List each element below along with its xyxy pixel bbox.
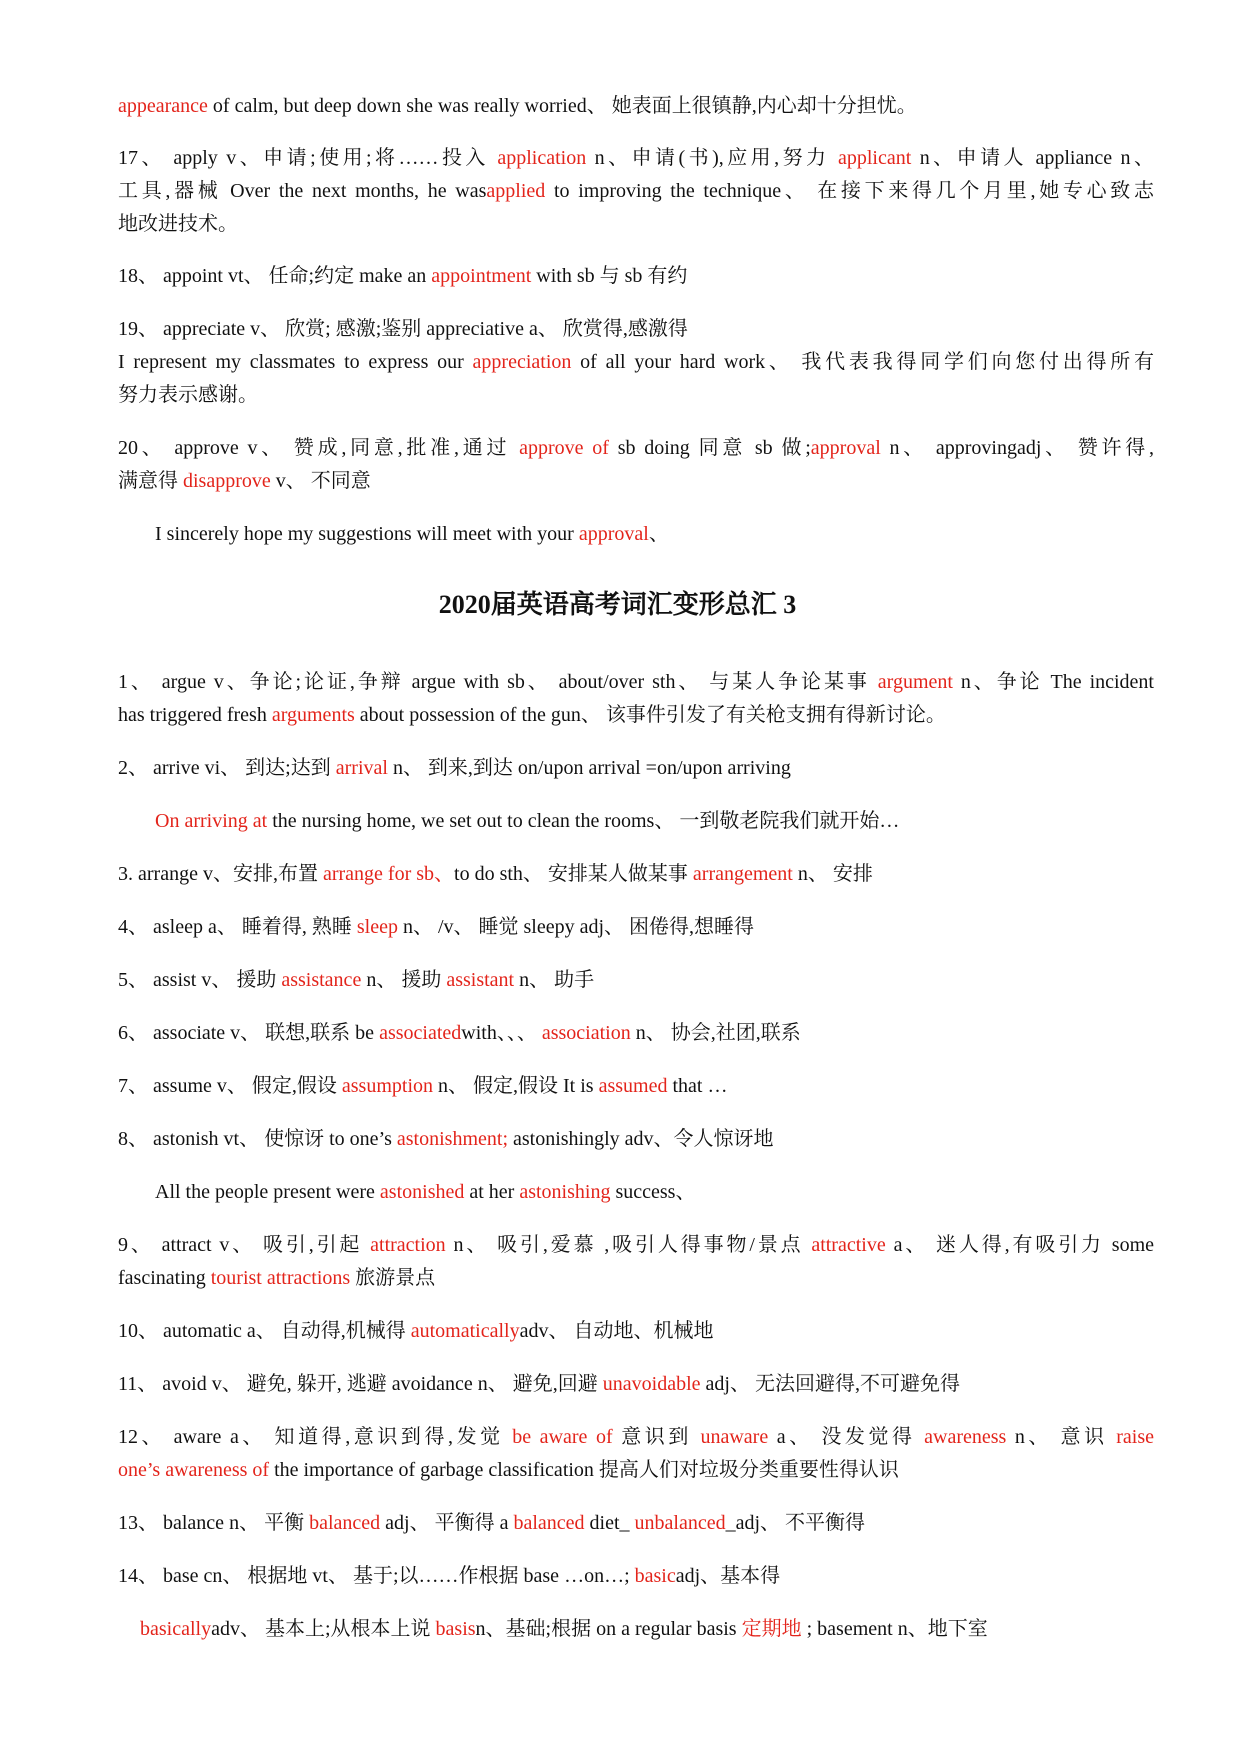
text-line — [118, 313, 1154, 346]
text-line — [118, 699, 1154, 732]
line-text: 旅游景点 — [350, 1267, 436, 1289]
line-text: 20、 approve v、 赞成,同意,批准,通过 — [118, 437, 520, 459]
text-line — [118, 432, 1154, 465]
line-text: 4、 asleep a、 睡着得, 熟睡 — [118, 916, 357, 938]
line-text: adj、 平衡得 a — [380, 1512, 514, 1534]
text-line — [118, 346, 1154, 379]
line-text: n、 到来,到达 on/upon arrival =on/upon arriving — [387, 757, 791, 779]
line-text: 19、 appreciate v、 欣赏; 感激;鉴别 appreciative a、 欣赏得,感激得 — [118, 318, 688, 340]
line-text: diet_ — [584, 1512, 635, 1534]
highlighted-term: sleep — [356, 916, 398, 938]
text-line — [118, 90, 1154, 123]
line-text: that … — [667, 1075, 728, 1097]
line-text: 18、 appoint vt、 任命;约定 make an — [118, 265, 432, 287]
highlighted-term: awareness — [924, 1426, 1007, 1448]
highlighted-term: applicant — [837, 147, 912, 169]
line-text: All the people present were — [155, 1181, 380, 1203]
highlighted-term: applied — [486, 180, 546, 202]
line-text: 6、 associate v、 联想,联系 be — [118, 1022, 380, 1044]
highlighted-term: unavoidable — [602, 1373, 701, 1395]
highlighted-term: disapprove — [183, 470, 271, 492]
line-text: n、争论 The incident — [952, 671, 1154, 693]
line-text: I sincerely hope my suggestions will meet with your — [155, 523, 579, 545]
highlighted-term: assumption — [341, 1075, 434, 1097]
line-text: n、 假定,假设 It is — [433, 1075, 599, 1097]
text-line — [118, 1229, 1154, 1262]
text-line — [118, 911, 1154, 944]
line-text: fascinating — [118, 1267, 211, 1289]
text-line — [118, 1421, 1154, 1454]
highlighted-term: argument — [877, 671, 953, 693]
line-text: the importance of garbage classification 提高人们对垃圾分类重要性得认识 — [269, 1459, 899, 1481]
highlighted-term: attractive — [811, 1234, 886, 1256]
highlighted-term: automatically — [410, 1320, 520, 1342]
line-text: of all your hard work、 我代表我得同学们向您付出得所有 — [571, 351, 1155, 373]
section-heading: 2020届英语高考词汇变形总汇 3 — [438, 590, 797, 619]
line-text: n、申请人 appliance n、 — [911, 147, 1155, 169]
line-text: adv、 自动地、机械地 — [519, 1320, 714, 1342]
highlighted-term: arguments — [271, 704, 355, 726]
line-text: 10、 automatic a、 自动得,机械得 — [118, 1320, 411, 1342]
line-text: n、申请(书),应用,努力 — [586, 147, 838, 169]
text-line — [155, 805, 1191, 838]
highlighted-term: association — [541, 1022, 631, 1044]
highlighted-term: associated — [379, 1022, 462, 1044]
highlighted-term: attraction — [370, 1234, 446, 1256]
highlighted-term: basis — [435, 1618, 476, 1640]
line-text: 14、 base cn、 根据地 vt、 基于;以……作根据 base …on…; — [118, 1565, 635, 1587]
text-line — [155, 518, 1191, 551]
highlighted-term: unbalanced — [634, 1512, 726, 1534]
line-text: 17、 apply v、申请;使用;将……投入 — [118, 147, 498, 169]
highlighted-term: assumed — [598, 1075, 668, 1097]
highlighted-term: basically — [140, 1618, 212, 1640]
text-line — [118, 260, 1154, 293]
line-text: n、 意识 — [1006, 1426, 1117, 1448]
highlighted-term: approval — [578, 523, 649, 545]
text-line — [118, 1017, 1154, 1050]
text-line — [118, 175, 1154, 208]
line-text: with sb 与 sb 有约 — [531, 265, 688, 287]
line-text: to do sth、 安排某人做某事 — [454, 863, 693, 885]
line-text: _adj、 不平衡得 — [725, 1512, 866, 1534]
line-text: 3. arrange v、安排,布置 — [118, 863, 323, 885]
text-line — [140, 1613, 1176, 1646]
highlighted-term: appointment — [431, 265, 532, 287]
line-text: n、 协会,社团,联系 — [630, 1022, 801, 1044]
line-text: with、、、 — [461, 1022, 542, 1044]
line-text: adv、 基本上;从根本上说 — [211, 1618, 436, 1640]
highlighted-term: astonishing — [519, 1181, 611, 1203]
line-text: astonishingly adv、令人惊讶地 — [508, 1128, 774, 1150]
highlighted-term: application — [497, 147, 587, 169]
text-line — [118, 465, 1154, 498]
line-text: ; basement n、地下室 — [801, 1618, 988, 1640]
highlighted-term: arrange for sb、 — [322, 863, 455, 885]
text-line — [118, 666, 1154, 699]
highlighted-term: On arriving at — [155, 810, 268, 832]
line-text: 意识到 — [612, 1426, 701, 1448]
text-line — [118, 1454, 1154, 1487]
text-line — [118, 1560, 1154, 1593]
line-text: n、 吸引,爱慕 ,吸引人得事物/景点 — [445, 1234, 812, 1256]
highlighted-term: astonished — [379, 1181, 465, 1203]
line-text: 2、 arrive vi、 到达;达到 — [118, 757, 336, 779]
line-text: 努力表示感谢。 — [118, 384, 258, 406]
highlighted-term: be aware of — [512, 1426, 613, 1448]
line-text: about possession of the gun、 该事件引发了有关枪支拥有得新讨论。 — [354, 704, 946, 726]
highlighted-term: tourist attractions — [210, 1267, 351, 1289]
text-line — [118, 1262, 1154, 1295]
line-text: 9、 attract v、 吸引,引起 — [118, 1234, 371, 1256]
line-text: adj、基本得 — [675, 1565, 781, 1587]
highlighted-term: assistance — [281, 969, 362, 991]
highlighted-term: approve of — [519, 437, 609, 459]
line-text: 1、 argue v、争论;论证,争辩 argue with sb、 about/over sth、 与某人争论某事 — [118, 671, 878, 693]
line-text: 8、 astonish vt、 使惊讶 to one’s — [118, 1128, 397, 1150]
text-line — [155, 1176, 1191, 1209]
line-text: v、 不同意 — [270, 470, 371, 492]
text-line — [118, 752, 1154, 785]
highlighted-term: appreciation — [472, 351, 572, 373]
line-text: 满意得 — [118, 470, 183, 492]
line-text: n、基础;根据 on a regular basis — [475, 1618, 742, 1640]
line-text: of calm, but deep down she was really worried、 她表面上很镇静,内心却十分担忧。 — [207, 95, 917, 117]
line-text: 7、 assume v、 假定,假设 — [118, 1075, 342, 1097]
line-text: at her — [464, 1181, 520, 1203]
line-text: a、 迷人得,有吸引力 some — [885, 1234, 1154, 1256]
line-text: 12、 aware a、 知道得,意识到得,发觉 — [118, 1426, 513, 1448]
line-text: has triggered fresh — [118, 704, 272, 726]
line-text: n、 援助 — [361, 969, 447, 991]
line-text: n、 安排 — [792, 863, 873, 885]
text-line — [118, 1070, 1154, 1103]
highlighted-term: balanced — [309, 1512, 381, 1534]
text-line — [118, 1315, 1154, 1348]
text-line — [118, 858, 1154, 891]
highlighted-term: appearance — [118, 95, 208, 117]
line-text: sb doing 同意 sb 做; — [608, 437, 811, 459]
line-text: 、 — [648, 523, 669, 545]
line-text: n、 助手 — [514, 969, 595, 991]
text-line — [118, 964, 1154, 997]
text-line — [118, 142, 1154, 175]
line-text: adj、 无法回避得,不可避免得 — [700, 1373, 960, 1395]
line-text: 地改进技术。 — [118, 213, 238, 235]
highlighted-term: astonishment; — [396, 1128, 508, 1150]
highlighted-term: unaware — [700, 1426, 769, 1448]
line-text: 13、 balance n、 平衡 — [118, 1512, 310, 1534]
highlighted-term: arrangement — [692, 863, 793, 885]
highlighted-term: balanced — [513, 1512, 585, 1534]
highlighted-term: raise — [1116, 1426, 1154, 1448]
line-text: 工具,器械 Over the next months, he was — [118, 180, 487, 202]
highlighted-term: approval — [810, 437, 881, 459]
line-text: to improving the technique、 在接下来得几个月里,她专心致志 — [545, 180, 1154, 202]
highlighted-term: 定期地 — [741, 1618, 802, 1640]
highlighted-term: arrival — [335, 757, 388, 779]
line-text: 11、 avoid v、 避免, 躲开, 逃避 avoidance n、 避免,回避 — [118, 1373, 603, 1395]
line-text: I represent my classmates to express our — [118, 351, 473, 373]
line-text: n、 approvingadj、 赞许得, — [880, 437, 1155, 459]
highlighted-term: one’s awareness of — [118, 1459, 270, 1481]
highlighted-term: basic — [634, 1565, 676, 1587]
highlighted-term: assistant — [446, 969, 515, 991]
text-line — [118, 208, 1154, 241]
line-text: 5、 assist v、 援助 — [118, 969, 282, 991]
line-text: the nursing home, we set out to clean the rooms、 一到敬老院我们就开始… — [267, 810, 900, 832]
line-text: a、 没发觉得 — [768, 1426, 925, 1448]
text-line — [118, 379, 1154, 412]
line-text: n、 /v、 睡觉 sleepy adj、 困倦得,想睡得 — [397, 916, 755, 938]
text-line — [118, 1368, 1154, 1401]
line-text: success、 — [610, 1181, 696, 1203]
text-line — [118, 1507, 1154, 1540]
text-line — [118, 1123, 1154, 1156]
